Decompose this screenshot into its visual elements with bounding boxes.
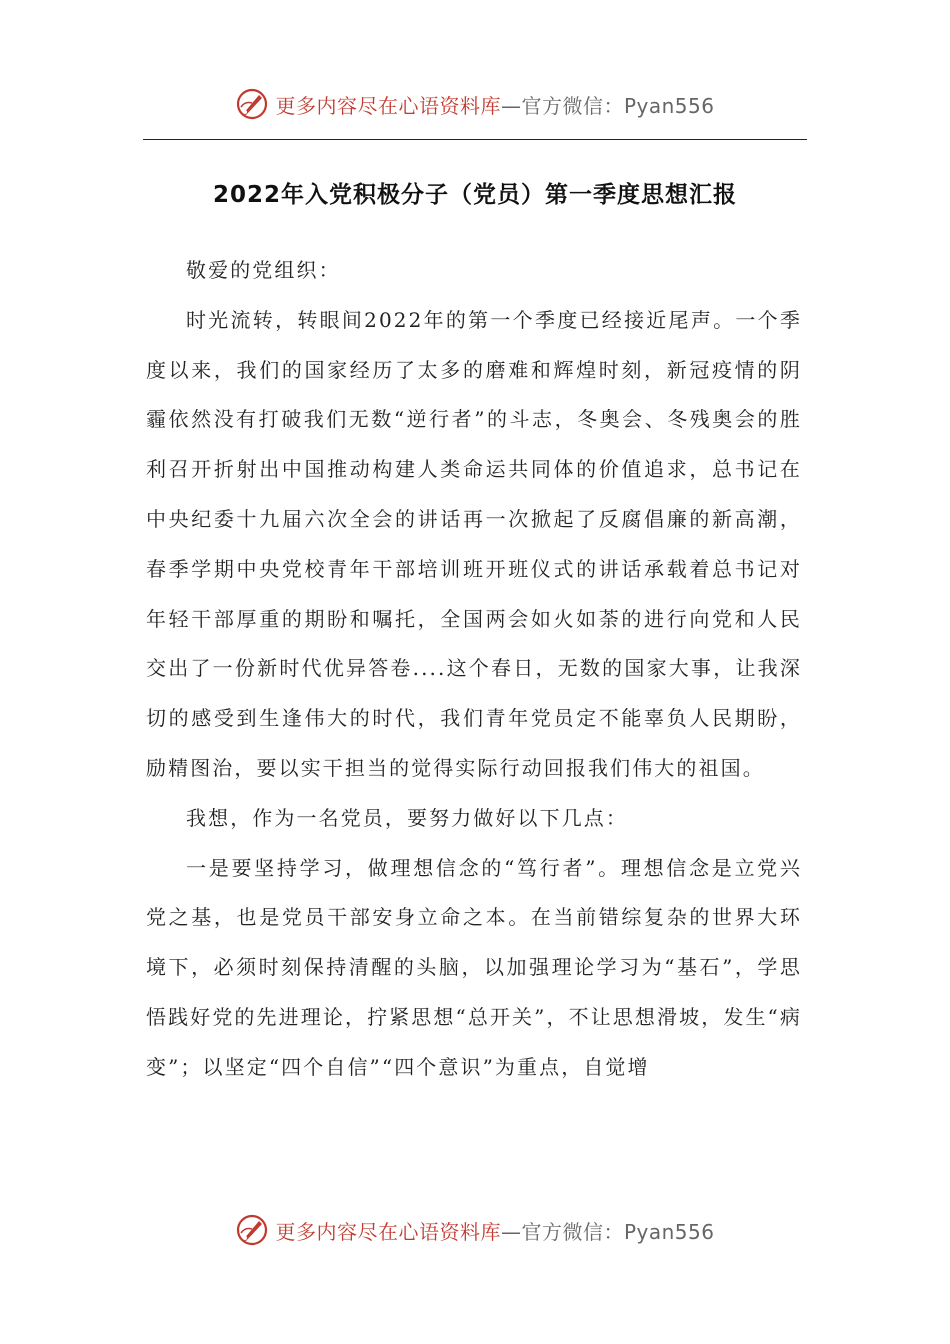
body-paragraph: 时光流转，转眼间2022年的第一个季度已经接近尾声。一个季度以来，我们的国家经历了太多的磨难和辉煌时刻，新冠疫情的阴霾依然没有打破我们无数“逆行者”的斗志，冬奥会、冬残奥会的胜利召开折射出中国推动构建人类命运共同体的价值追求，总书记在中央纪委十九届六次全会的讲话再一次掀起了反腐倡廉的新高潮，春季学期中央党校青年干部培训班开班仪式的讲话承载着总书记对年轻干部厚重的期盼和嘱托，全国两会如火如荼的进行向党和人民交出了一份新时代优异答卷....这个春日，无数的国家大事，让我深切的感受到生逢伟大的时代，我们青年党员定不能辜负人民期盼，励精图治，要以实干担当的觉得实际行动回报我们伟大的祖国。 <box>146 307 802 780</box>
footer-banner <box>0 1210 950 1250</box>
quill-pen-seal-icon <box>235 87 269 121</box>
header-banner <box>0 84 950 124</box>
header-banner-wechat: —官方微信：Pyan556 <box>500 93 715 118</box>
footer-banner-text <box>275 1216 714 1245</box>
header-banner-brand: 更多内容尽在心语资料库 <box>275 93 501 118</box>
salutation: 敬爱的党组织： <box>186 258 341 282</box>
header-divider <box>143 139 807 140</box>
body-paragraph: 一是要坚持学习，做理想信念的“笃行者”。理想信念是立党兴党之基，也是党员干部安身立命之本。在当前错综复杂的世界大环境下，必须时刻保持清醒的头脑，以加强理论学习为“基石”，学思悟践好党的先进理论，拧紧思想“总开关”，不让思想滑坡，发生“病变”；以坚定“四个自信”“四个意识”为重点，自觉增 <box>146 855 802 1079</box>
footer-banner-brand: 更多内容尽在心语资料库 <box>275 1219 501 1244</box>
document-body <box>146 246 802 1093</box>
header-banner-text <box>275 90 714 119</box>
quill-pen-seal-icon <box>235 1213 269 1247</box>
footer-banner-wechat: —官方微信：Pyan556 <box>500 1219 715 1244</box>
document-title: 2022年入党积极分子（党员）第一季度思想汇报 <box>212 182 737 208</box>
body-paragraph: 我想，作为一名党员，要努力做好以下几点： <box>186 805 628 830</box>
